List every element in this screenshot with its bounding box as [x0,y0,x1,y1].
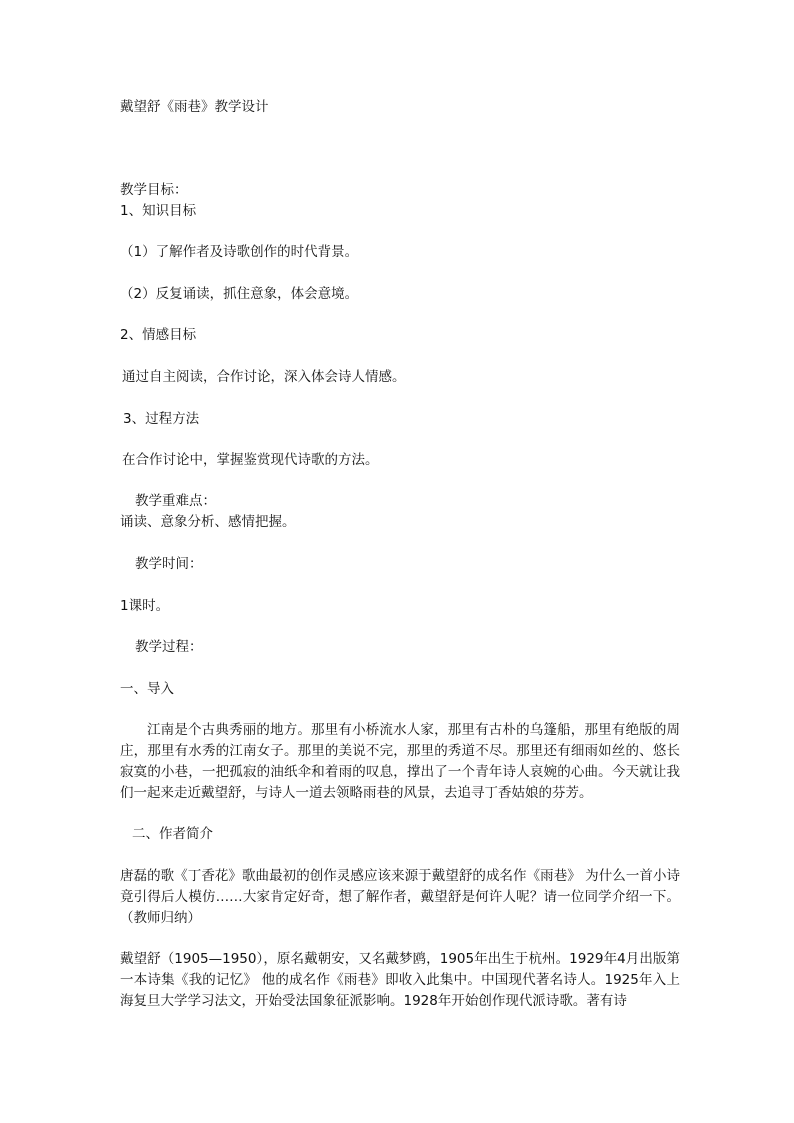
knowledge-objective-1: （1）了解作者及诗歌创作的时代背景。 [120,244,359,260]
document-title: 戴望舒《雨巷》教学设计 [120,99,269,115]
teaching-time-heading: 教学时间： [135,556,203,572]
key-points-heading: 教学重难点： [135,493,216,509]
emotion-objective-text: 通过自主阅读，合作讨论，深入体会诗人情感。 [122,369,406,385]
author-intro-paragraph: 唐磊的歌《丁香花》歌曲最初的创作灵感应该来源于戴望舒的成名作《雨巷》 为什么一首小诗竟引得后人模仿……大家肯定好奇，想了解作者，戴望舒是何许人呢？请一位同学介绍一下。（教师归纳） [120,868,680,926]
knowledge-objective-2: （2）反复诵读，抓住意象，体会意境。 [120,286,359,302]
section-introduction-heading: 一、导入 [120,681,174,697]
author-biography-paragraph: 戴望舒（1905—1950），原名戴朝安，又名戴梦鸥，1905年出生于杭州。1929年4月出版第一本诗集《我的记忆》 他的成名作《雨巷》即收入此集中。中国现代著名诗人。1925年入上海复旦大学学习法文，开始受法国象征派影响。1928年开始创作现代派诗歌。著有诗 [120,951,680,1009]
teaching-time-text: 1课时。 [120,598,170,614]
emotion-objective-heading: 2、情感目标 [120,327,197,343]
key-points-text: 诵读、意象分析、感情把握。 [120,514,296,530]
introduction-paragraph: 江南是个古典秀丽的地方。那里有小桥流水人家，那里有古朴的乌篷船，那里有绝版的周庄，那里有水秀的江南女子。那里的美说不完，那里的秀道不尽。那里还有细雨如丝的、悠长寂寞的小巷，一把孤寂的油纸伞和着雨的叹息，撑出了一个青年诗人哀婉的心曲。今天就让我们一起来走近戴望舒，与诗人一道去领略雨巷的风景，去追寻丁香姑娘的芬芳。 [120,722,680,801]
teaching-process-heading: 教学过程： [135,639,203,655]
objectives-heading: 教学目标： [120,182,188,198]
section-author-heading: 二、作者简介 [132,826,213,842]
process-method-heading: 3、过程方法 [123,411,200,427]
knowledge-objective-heading: 1、知识目标 [120,203,197,219]
process-method-text: 在合作讨论中，掌握鉴赏现代诗歌的方法。 [122,452,379,468]
